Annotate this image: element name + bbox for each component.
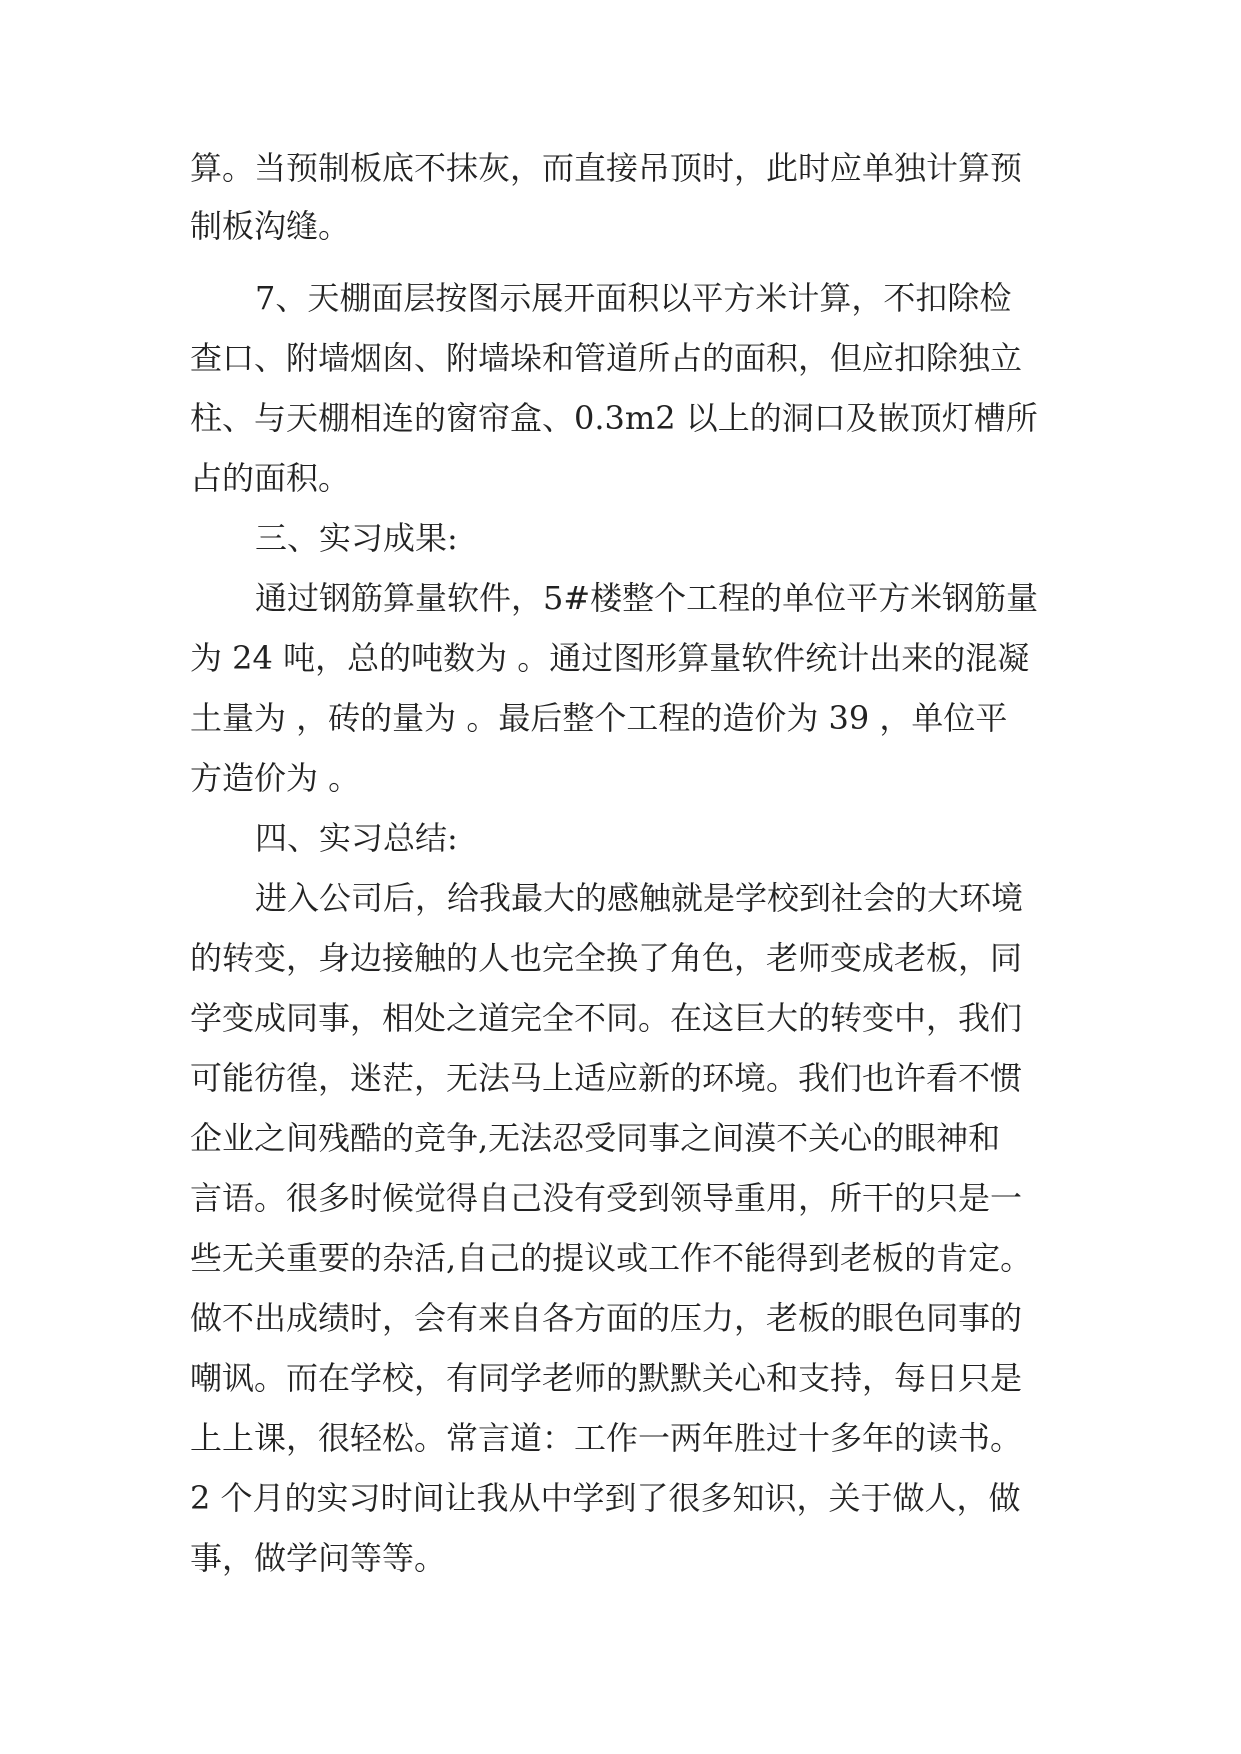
text-line: 做不出成绩时，会有来自各方面的压力，老板的眼色同事的 (190, 1299, 1023, 1337)
text-line: 嘲讽。而在学校，有同学老师的默默关心和支持，每日只是 (190, 1359, 1023, 1397)
text-line: 通过钢筋算量软件，5#楼整个工程的单位平方米钢筋量 (255, 579, 1039, 617)
text-line: 进入公司后，给我最大的感触就是学校到社会的大环境 (255, 879, 1024, 917)
text-line: 方造价为 。 (190, 759, 361, 797)
text-line: 企业之间残酷的竞争,无法忍受同事之间漠不关心的眼神和 (190, 1119, 1001, 1157)
text-line: 的转变，身边接触的人也完全换了角色，老师变成老板，同 (190, 939, 1023, 977)
text-line: 7、天棚面层按图示展开面积以平方米计算，不扣除检 (255, 279, 1012, 317)
text-line: 占的面积。 (190, 459, 351, 497)
text-line: 可能彷徨，迷茫，无法马上适应新的环境。我们也许看不惯 (190, 1059, 1023, 1097)
text-line: 土量为 ，砖的量为 。最后整个工程的造价为 39 ，单位平 (190, 699, 1008, 737)
text-line: 些无关重要的杂活,自己的提议或工作不能得到老板的肯定。 (190, 1239, 1033, 1277)
section-heading: 四、实习总结: (255, 819, 458, 857)
text-line: 言语。很多时候觉得自己没有受到领导重用，所干的只是一 (190, 1179, 1023, 1217)
text-line: 柱、与天棚相连的窗帘盒、0.3m2 以上的洞口及嵌顶灯槽所 (190, 399, 1038, 437)
text-line: 事，做学问等等。 (190, 1539, 447, 1577)
text-line: 为 24 吨，总的吨数为 。通过图形算量软件统计出来的混凝 (190, 639, 1030, 677)
text-line: 上上课，很轻松。常言道：工作一两年胜过十多年的读书。 (190, 1419, 1023, 1457)
section-heading: 三、实习成果: (255, 519, 458, 557)
text-line: 2 个月的实习时间让我从中学到了很多知识，关于做人，做 (190, 1479, 1021, 1517)
text-line: 算。当预制板底不抹灰，而直接吊顶时，此时应单独计算预 (190, 149, 1023, 187)
text-line: 制板沟缝。 (190, 207, 351, 245)
text-line: 查口、附墙烟囱、附墙垛和管道所占的面积，但应扣除独立 (190, 339, 1023, 377)
text-line: 学变成同事，相处之道完全不同。在这巨大的转变中，我们 (190, 999, 1023, 1037)
